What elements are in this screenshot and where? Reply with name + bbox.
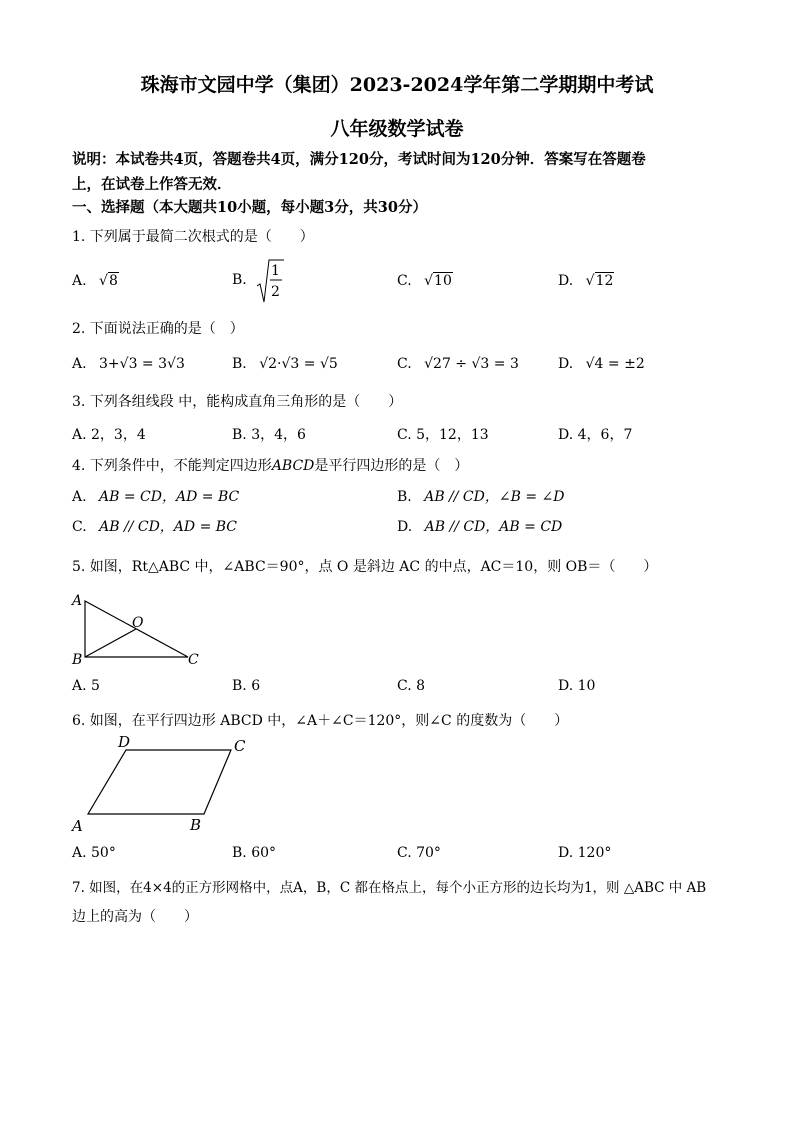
q2-expr-c: √27 ÷ √3 = 3 xyxy=(424,356,519,372)
stem-prefix: 4. 下列条件中，不能判定四边形 xyxy=(72,458,272,474)
stem-quadrilateral: ABCD xyxy=(271,458,315,474)
instructions-line-2: 上，在试卷上作答无效． xyxy=(72,176,232,193)
denominator: 2 xyxy=(271,284,280,300)
radicand: 10 xyxy=(434,273,452,289)
q1-option-a: A. √8 xyxy=(72,273,118,289)
option-label: A. xyxy=(72,489,87,505)
option-label: C. xyxy=(72,519,87,535)
q1-option-c: C. √10 xyxy=(397,273,452,289)
q5-option-a: A. 5 xyxy=(72,678,100,694)
q1-option-d: D. √12 xyxy=(558,273,614,289)
page-title: 珠海市文园中学（集团）2023-2024学年第二学期期中考试 xyxy=(140,74,654,96)
question-4-stem xyxy=(72,455,468,475)
option-label: C. xyxy=(397,273,412,289)
question-1-stem: 1. 下列属于最简二次根式的是（ ） xyxy=(72,229,314,245)
q4-expr-d: AB // CD，AB = CD xyxy=(424,519,563,535)
q4-option-a xyxy=(72,486,239,506)
q6-parallelogram-figure xyxy=(68,732,258,837)
label-d: D xyxy=(118,733,131,751)
option-label: D. xyxy=(397,519,413,535)
question-7-stem-line-1: 7. 如图，在4×4的正方形网格中，点A，B，C 都在格点上，每个小正方形的边长均为1，则 △ABC 中 AB xyxy=(72,880,707,896)
label-a: A xyxy=(72,593,83,609)
sqrt-fraction-figure xyxy=(256,258,284,304)
q2-option-d xyxy=(558,356,645,372)
q2-expr-a: 3+√3 = 3√3 xyxy=(99,356,185,372)
q4-option-d xyxy=(397,516,562,536)
radicand: 12 xyxy=(595,273,614,289)
q4-expr-c: AB // CD，AD = BC xyxy=(99,519,238,535)
stem-suffix: 是平行四边形的是（ ） xyxy=(314,458,469,474)
q5-option-b: B. 6 xyxy=(232,678,261,694)
q3-option-b: B. 3，4，6 xyxy=(232,427,306,443)
q5-option-c: C. 8 xyxy=(397,678,426,694)
q1-option-b-fraction xyxy=(256,258,284,308)
parallelogram-abcd xyxy=(88,750,231,814)
q1-option-b xyxy=(232,272,247,288)
option-label: C. xyxy=(397,356,412,372)
option-label: A. xyxy=(72,273,87,289)
question-5-stem: 5. 如图，Rt△ABC 中，∠ABC＝90°，点 O 是斜边 AC 的中点，AC＝10，则 OB＝（ ） xyxy=(72,559,658,575)
q2-expr-d: √4 = ±2 xyxy=(585,356,645,372)
numerator: 1 xyxy=(271,263,280,279)
label-b: B xyxy=(190,816,202,834)
q5-triangle-figure xyxy=(68,590,218,670)
radicand: 8 xyxy=(108,273,118,289)
q3-option-d: D. 4，6，7 xyxy=(558,427,633,443)
label-o: O xyxy=(132,615,144,631)
option-label: B. xyxy=(232,356,247,372)
option-label: A. xyxy=(72,356,87,372)
q2-option-c xyxy=(397,356,519,372)
q5-option-d: D. 10 xyxy=(558,678,596,694)
option-label: D. xyxy=(558,273,574,289)
q6-option-b: B. 60° xyxy=(232,845,277,861)
q2-option-b xyxy=(232,356,338,372)
q4-option-b xyxy=(397,486,564,506)
label-c: C xyxy=(234,737,246,755)
q6-option-a: A. 50° xyxy=(72,845,116,861)
page-subtitle: 八年级数学试卷 xyxy=(330,118,464,140)
question-2-stem: 2. 下面说法正确的是（ ） xyxy=(72,321,244,337)
q4-option-c xyxy=(72,516,237,536)
label-b: B xyxy=(72,652,83,668)
section-heading: 一、选择题（本大题共10小题，每小题3分，共30分） xyxy=(72,199,427,216)
q6-option-d: D. 120° xyxy=(558,845,612,861)
q2-expr-b: √2·√3 = √5 xyxy=(259,356,338,372)
question-6-stem: 6. 如图，在平行四边形 ABCD 中，∠A＋∠C＝120°，则∠C 的度数为（ ） xyxy=(72,713,569,729)
option-label: D. xyxy=(558,356,574,372)
median-ob xyxy=(85,629,136,657)
q2-option-a xyxy=(72,356,185,372)
question-7-stem-line-2: 边上的高为（ ） xyxy=(72,909,198,925)
label-a: A xyxy=(72,817,83,835)
label-c: C xyxy=(188,652,199,668)
q6-option-c: C. 70° xyxy=(397,845,441,861)
instructions-line-1: 说明：本试卷共4页，答题卷共4页，满分120分，考试时间为120分钟．答案写在答题卷 xyxy=(72,151,646,168)
q4-expr-a: AB = CD，AD = BC xyxy=(99,489,240,505)
q3-option-c: C. 5，12，13 xyxy=(397,427,489,443)
option-label: B. xyxy=(232,272,247,288)
q4-expr-b: AB // CD，∠B = ∠D xyxy=(424,489,565,505)
option-label: B. xyxy=(397,489,412,505)
question-3-stem: 3. 下列各组线段 中，能构成直角三角形的是（ ） xyxy=(72,394,403,410)
q3-option-a: A. 2，3，4 xyxy=(72,427,146,443)
